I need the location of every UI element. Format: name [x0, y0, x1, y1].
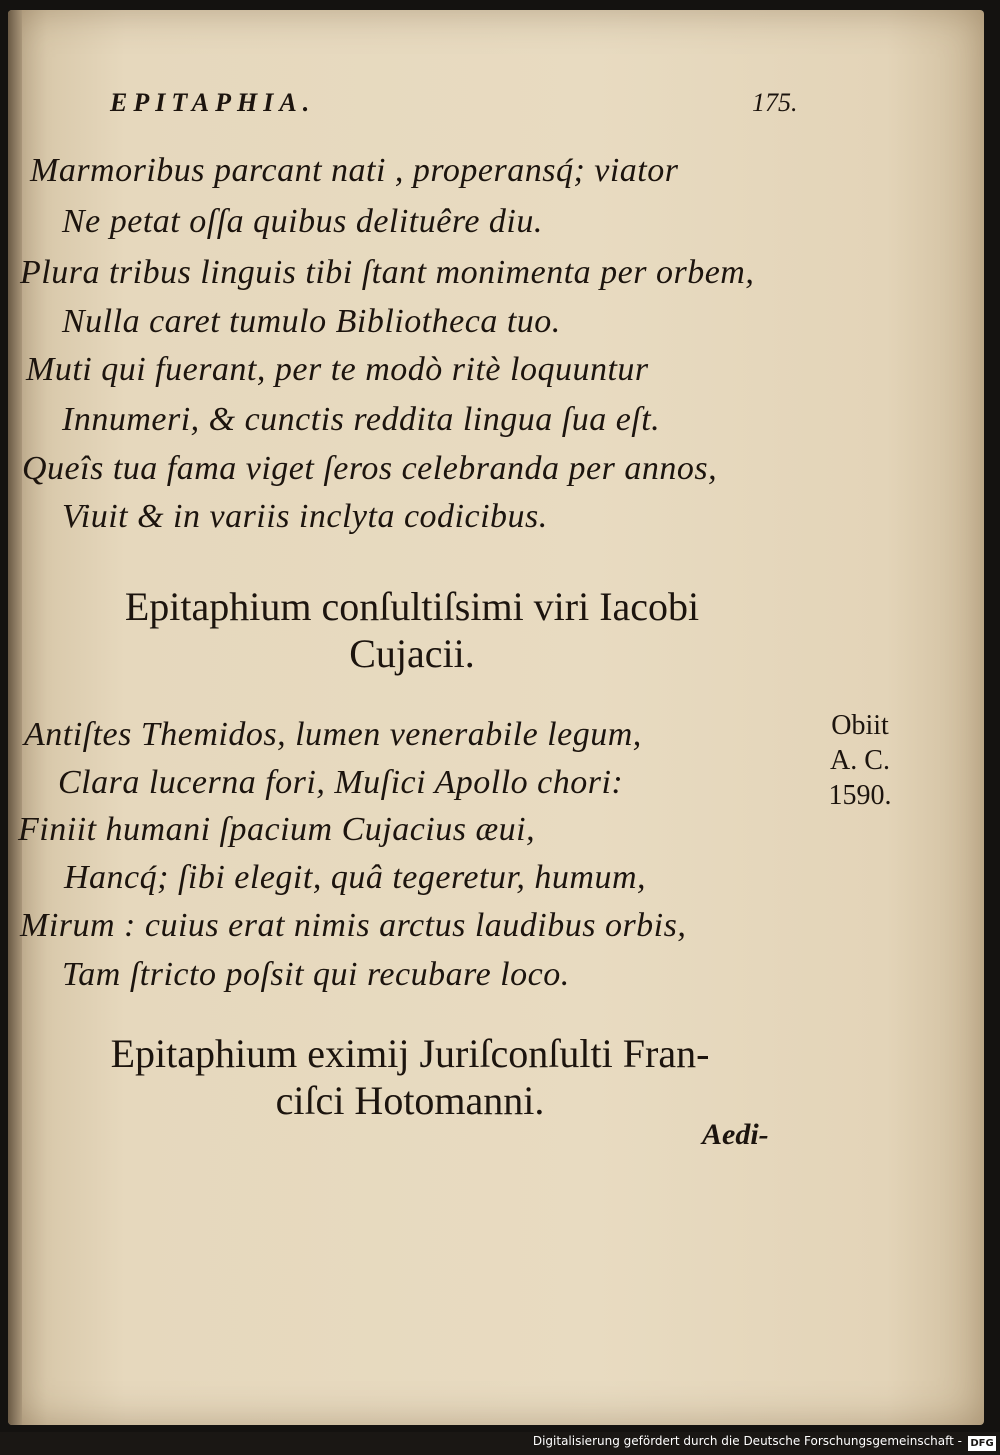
verse-line: Queîs tua fama viget ſeros celebranda per annos, — [22, 450, 718, 487]
verse-line: Plura tribus linguis tibi ſtant monimenta per orbem, — [20, 254, 755, 291]
catchword: Aedi- — [702, 1118, 769, 1151]
epitaph-heading-cujacius-cont: Cujacii. — [349, 631, 475, 676]
dfg-logo: DFG — [968, 1436, 996, 1451]
verse-line: Antiſtes Themidos, lumen venerabile legum, — [24, 716, 642, 753]
page-number: 175. — [752, 88, 798, 117]
verse-line: Tam ſtricto poſsit qui recubare loco. — [62, 956, 570, 993]
running-title: EPITAPHIA. — [110, 88, 316, 117]
verse-line: Nulla caret tumulo Bibliotheca tuo. — [62, 303, 561, 340]
margin-note-line: A. C. — [830, 745, 890, 776]
verse-line: Innumeri, & cunctis reddita lingua ſua eſt. — [62, 401, 661, 438]
verse-line: Hancq́; ſibi elegit, quâ tegeretur, humum, — [64, 859, 647, 896]
epitaph-heading-cujacius: Epitaphium conſultiſsimi viri Iacobi — [124, 584, 700, 629]
epitaph-heading-hotomannus: Epitaphium eximij Juriſconſulti Fran- — [110, 1031, 710, 1076]
epitaph-heading-hotomannus-cont: ciſci Hotomanni. — [275, 1078, 545, 1123]
page-gutter — [8, 10, 22, 1425]
verse-line: Marmoribus parcant nati , properansq́; viator — [30, 152, 679, 189]
margin-note-line: 1590. — [828, 780, 892, 811]
verse-line: Viuit & in variis inclyta codicibus. — [62, 498, 548, 535]
verse-line: Clara lucerna fori, Muſici Apollo chori: — [58, 764, 624, 801]
margin-note-obiit — [800, 708, 920, 813]
margin-note-line: Obiit — [831, 710, 889, 741]
verse-line: Mirum : cuius erat nimis arctus laudibus orbis, — [20, 907, 687, 944]
verse-line: Ne petat oſſa quibus delituêre diu. — [62, 203, 543, 240]
verse-line: Muti qui fuerant, per te modò ritè loquuntur — [26, 351, 649, 388]
verse-line: Finiit humani ſpacium Cujacius æui, — [18, 811, 536, 848]
digitization-credit: Digitalisierung gefördert durch die Deutsche Forschungsgemeinschaft - — [532, 1434, 962, 1448]
